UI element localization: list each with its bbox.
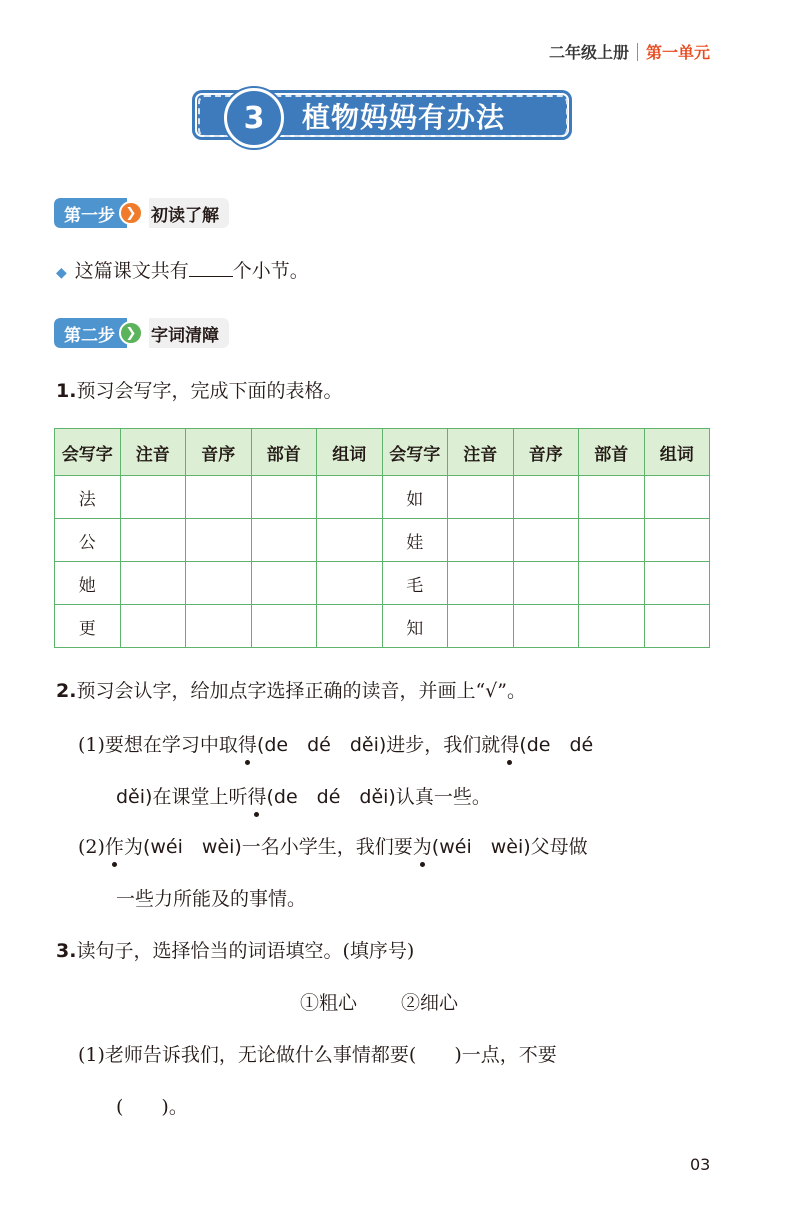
step-2-tag: 第二步: [54, 318, 127, 348]
dotted-character: 得: [247, 782, 266, 809]
answer-cell[interactable]: [448, 562, 514, 605]
table-header: 部首: [579, 429, 645, 476]
question-2: [56, 676, 526, 703]
answer-cell[interactable]: [251, 519, 317, 562]
character-cell: 如: [382, 476, 448, 519]
dotted-character: 作: [105, 832, 124, 859]
item-text: 一些力所能及的事情。: [116, 888, 307, 910]
answer-cell[interactable]: [317, 605, 383, 648]
answer-cell[interactable]: [186, 476, 252, 519]
answer-cell[interactable]: [579, 476, 645, 519]
table-header: 注音: [448, 429, 514, 476]
table-header: 部首: [251, 429, 317, 476]
answer-cell[interactable]: [448, 605, 514, 648]
question-1-number: 1.: [56, 380, 77, 402]
lesson-number-badge: 3: [224, 88, 284, 148]
word-option-1: ①粗心: [300, 992, 358, 1014]
word-options: [300, 988, 458, 1015]
question-2-number: 2.: [56, 680, 77, 702]
word-option-2: ②细心: [401, 992, 459, 1014]
answer-cell[interactable]: [579, 519, 645, 562]
answer-cell[interactable]: [513, 562, 579, 605]
answer-cell[interactable]: [644, 605, 710, 648]
question-2-item-2-line-2: [116, 884, 306, 911]
question-3-number: 3.: [56, 940, 77, 962]
pinyin-options[interactable]: (de dé: [519, 734, 594, 756]
question-text-after: 个小节。: [232, 260, 309, 282]
question-2-item-1-line-2: [116, 782, 491, 809]
answer-cell[interactable]: [644, 562, 710, 605]
character-cell: 知: [382, 605, 448, 648]
table-header: 音序: [513, 429, 579, 476]
character-cell: 毛: [382, 562, 448, 605]
answer-cell[interactable]: [317, 562, 383, 605]
grade-label: 二年级上册: [548, 43, 629, 62]
item-text: (2): [78, 836, 105, 858]
answer-cell[interactable]: [120, 519, 186, 562]
answer-cell[interactable]: [251, 562, 317, 605]
table-row: [55, 562, 710, 605]
answer-cell[interactable]: [120, 476, 186, 519]
answer-cell[interactable]: [120, 605, 186, 648]
answer-cell[interactable]: [513, 476, 579, 519]
question-2-text: 预习会认字，给加点字选择正确的读音，并画上“√”。: [76, 680, 526, 702]
chevron-right-icon: ❯: [119, 321, 143, 345]
question-3: [56, 936, 414, 963]
pinyin-options[interactable]: 为(wéi wèi)一名小学生，我们要: [123, 836, 413, 858]
lesson-title: 植物妈妈有办法: [302, 101, 506, 134]
answer-cell[interactable]: [120, 562, 186, 605]
diamond-bullet-icon: ◆: [56, 265, 67, 281]
page-header: [549, 40, 710, 63]
answer-cell[interactable]: [317, 519, 383, 562]
answer-cell[interactable]: [186, 605, 252, 648]
dotted-character: 得: [500, 730, 519, 757]
pinyin-options[interactable]: (de dé děi)进步，我们就: [256, 734, 501, 756]
table-header-row: [55, 429, 710, 476]
answer-cell[interactable]: [448, 476, 514, 519]
question-2-item-2-line-1: [78, 832, 588, 859]
question-text-before: 这篇课文共有: [74, 260, 189, 282]
item-text: (1)要想在学习中取: [78, 734, 238, 756]
step-1-title: 初读了解: [149, 198, 229, 228]
unit-label: 第一单元: [645, 43, 710, 62]
answer-cell[interactable]: [317, 476, 383, 519]
table-header: 会写字: [382, 429, 448, 476]
answer-cell[interactable]: [186, 519, 252, 562]
character-cell: 法: [55, 476, 121, 519]
answer-cell[interactable]: [251, 605, 317, 648]
pinyin-options[interactable]: děi)在课堂上听: [116, 786, 248, 808]
question-2-item-1-line-1: [78, 730, 593, 757]
question-3-text: 读句子，选择恰当的词语填空。(填序号): [76, 940, 415, 962]
answer-cell[interactable]: [251, 476, 317, 519]
question-3-item-1-line-1[interactable]: (1)老师告诉我们，无论做什么事情都要( )一点，不要: [78, 1044, 557, 1066]
step-2-title: 字词清障: [149, 318, 229, 348]
table-header: 组词: [317, 429, 383, 476]
character-cell: 娃: [382, 519, 448, 562]
character-cell: 公: [55, 519, 121, 562]
chevron-right-icon: ❯: [119, 201, 143, 225]
answer-cell[interactable]: [513, 605, 579, 648]
answer-cell[interactable]: [579, 605, 645, 648]
question-1-text: 预习会写字，完成下面的表格。: [76, 380, 343, 402]
answer-cell[interactable]: [513, 519, 579, 562]
pinyin-options[interactable]: (wéi wèi)父母做: [431, 836, 588, 858]
pinyin-options[interactable]: (de dé děi)认真一些。: [266, 786, 491, 808]
answer-cell[interactable]: [644, 476, 710, 519]
table-header: 音序: [186, 429, 252, 476]
answer-cell[interactable]: [644, 519, 710, 562]
step-1-tag: 第一步: [54, 198, 127, 228]
table-row: [55, 605, 710, 648]
answer-cell[interactable]: [448, 519, 514, 562]
table-header: 组词: [644, 429, 710, 476]
character-table: [54, 428, 710, 648]
character-cell: 更: [55, 605, 121, 648]
answer-cell[interactable]: [579, 562, 645, 605]
character-cell: 她: [55, 562, 121, 605]
step-1-question: [56, 256, 309, 283]
question-1: [56, 376, 342, 403]
table-header: 注音: [120, 429, 186, 476]
header-divider: [637, 43, 638, 61]
dotted-character: 为: [413, 832, 432, 859]
table-header: 会写字: [55, 429, 121, 476]
page-number: 03: [690, 1155, 711, 1174]
answer-cell[interactable]: [186, 562, 252, 605]
step-1-label: [54, 198, 229, 228]
step-2-label: [54, 318, 229, 348]
table-row: [55, 476, 710, 519]
table-row: [55, 519, 710, 562]
question-3-item-1-line-2[interactable]: ( )。: [116, 1096, 188, 1118]
answer-blank[interactable]: [189, 258, 233, 277]
dotted-character: 得: [238, 730, 257, 757]
